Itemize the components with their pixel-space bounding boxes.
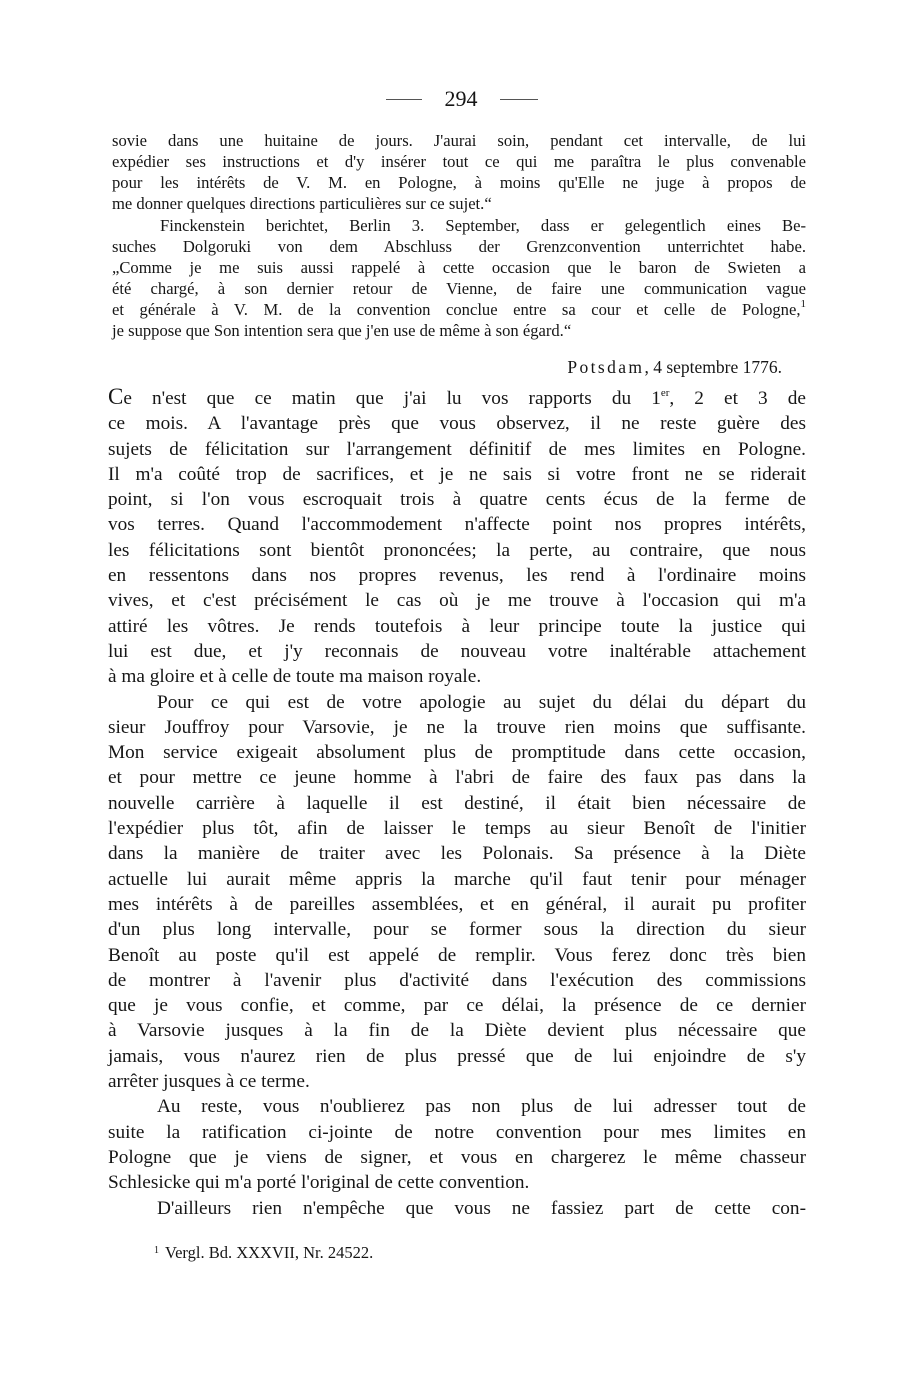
text-line: de montrer à l'avenir plus d'activité dans l'exécution des commissions xyxy=(108,969,806,991)
text-line: suite la ratification ci-jointe de notre convention pour mes limites en xyxy=(108,1121,806,1143)
text-line: Pour ce qui est de votre apologie au sujet du délai du départ du xyxy=(157,691,806,713)
text-line: Pologne que je viens de signer, et vous en chargerez le même chasseur xyxy=(108,1146,806,1168)
text-line: vos terres. Quand l'accommodement n'affecte point nos propres intérêts, xyxy=(108,514,806,536)
text-line: sieur Jouffroy pour Varsovie, je ne la trouve rien moins que suffisante. xyxy=(108,716,806,738)
superscript: er xyxy=(660,387,670,399)
text-line: ce mois. A l'avantage près que vous observez, il ne reste guère des xyxy=(108,413,806,435)
header-rule-right xyxy=(500,99,538,100)
text-line: Schlesicke qui m'a porté l'original de cette convention. xyxy=(108,1172,530,1194)
footnote-text: Vergl. Bd. XXXVII, Nr. 24522. xyxy=(165,1243,374,1262)
text-line: vives, et c'est précisément le cas où je me trouve à l'occasion qui m'a xyxy=(108,590,806,612)
text-line: l'expédier plus tôt, afin de laisser le temps au sieur Benoît de l'initier xyxy=(108,818,806,840)
dateline-date: , 4 septembre 1776. xyxy=(644,357,782,377)
text-line: lui est due, et j'y reconnais de nouveau votre inaltérable attachement xyxy=(108,640,806,662)
text-line: expédier ses instructions et d'y insérer tout ce qui me paraîtra le plus convenable xyxy=(112,152,806,172)
initial-letter: C xyxy=(108,384,124,409)
text-line: jamais, vous n'aurez rien de plus pressé que de lui enjoindre de s'y xyxy=(108,1045,806,1067)
text-line: nouvelle carrière à laquelle il est destiné, il était bien nécessaire de xyxy=(108,792,806,814)
footnote-mark: 1 xyxy=(154,1245,159,1256)
text-line: à Varsovie jusques à la fin de la Diète devient plus nécessaire que xyxy=(108,1020,806,1042)
letter-body xyxy=(108,384,806,1221)
text-line: je suppose que Son intention sera que j'en use de même à son égard.“ xyxy=(112,321,572,341)
page-header xyxy=(0,84,900,114)
text-line: Il m'a coûté trop de sacrifices, et je ne sais si votre front ne se riderait xyxy=(108,463,806,485)
text-line xyxy=(112,299,806,320)
page-number: 294 xyxy=(444,86,478,111)
text-line: les félicitations sont bientôt prononcées; la perte, au contraire, que nous xyxy=(108,539,806,561)
text-line: à ma gloire et à celle de toute ma maison royale. xyxy=(108,666,482,688)
text-line: dans la manière de traiter avec les Polonais. Sa présence à la Diète xyxy=(108,843,806,865)
text-line: „Comme je me suis aussi rappelé à cette occasion que le baron de Swieten a xyxy=(112,258,806,278)
footnote-reference: 1 xyxy=(800,298,806,311)
dateline-place: Potsdam xyxy=(567,357,645,377)
text-line: et pour mettre ce jeune homme à l'abri de faire des faux pas dans la xyxy=(108,767,806,789)
text-line: D'ailleurs rien n'empêche que vous ne fassiez part de cette con- xyxy=(157,1197,806,1219)
text-line: sujets de félicitation sur l'arrangement définitif de mes limites en Pologne. xyxy=(108,438,806,460)
dateline xyxy=(567,355,782,379)
footnote xyxy=(154,1240,373,1264)
text-line: été chargé, à son dernier retour de Vienne, de faire une communication vague xyxy=(112,279,806,299)
text-line: Benoît au poste qu'il est appelé de remplir. Vous ferez donc très bien xyxy=(108,944,806,966)
text-line: pour les intérêts de V. M. en Pologne, à moins qu'Elle ne juge à propos de xyxy=(112,173,806,193)
header-rule-left xyxy=(386,99,422,100)
text-line: sovie dans une huitaine de jours. J'aurai soin, pendant cet intervalle, de lui xyxy=(112,131,806,150)
text-line: actuelle lui aurait même appris la marche qu'il faut tenir pour ménager xyxy=(108,868,806,890)
text-line: Mon service exigeait absolument plus de promptitude dans cette occasion, xyxy=(108,742,806,764)
text-segment: et générale à V. M. de la convention conclue entre sa cour et celle de Pologne, xyxy=(112,300,801,320)
text-line: attiré les vôtres. Je rends toutefois à leur principe toute la justice qui xyxy=(108,615,806,637)
text-line: arrêter jusques à ce terme. xyxy=(108,1071,310,1093)
text-line xyxy=(108,384,806,411)
text-line: me donner quelques directions particulières sur ce sujet.“ xyxy=(112,194,492,214)
text-line: point, si l'on vous escroquait trois à quatre cents écus de la ferme de xyxy=(108,489,806,511)
text-line: que je vous confie, et comme, par ce délai, la présence de ce dernier xyxy=(108,995,806,1017)
text-line: en ressentons dans nos propres revenus, les rend à l'ordinaire moins xyxy=(108,565,806,587)
finckenstein-report xyxy=(112,215,806,342)
text-segment: , 2 et 3 de xyxy=(669,388,806,409)
text-line: Finckenstein berichtet, Berlin 3. September, dass er gelegentlich eines Be- xyxy=(160,216,806,235)
continued-letter-excerpt xyxy=(112,130,806,214)
text-line: Au reste, vous n'oublierez pas non plus de lui adresser tout de xyxy=(157,1096,806,1118)
text-line: mes intérêts à de pareilles assemblées, et en général, il aurait pu profiter xyxy=(108,893,806,915)
text-line: d'un plus long intervalle, pour se former sous la direction du sieur xyxy=(108,919,806,941)
text-line: suches Dolgoruki von dem Abschluss der Grenzconvention unterrichtet habe. xyxy=(112,237,806,257)
text-segment: e n'est que ce matin que j'ai lu vos rapports du 1 xyxy=(123,388,661,409)
